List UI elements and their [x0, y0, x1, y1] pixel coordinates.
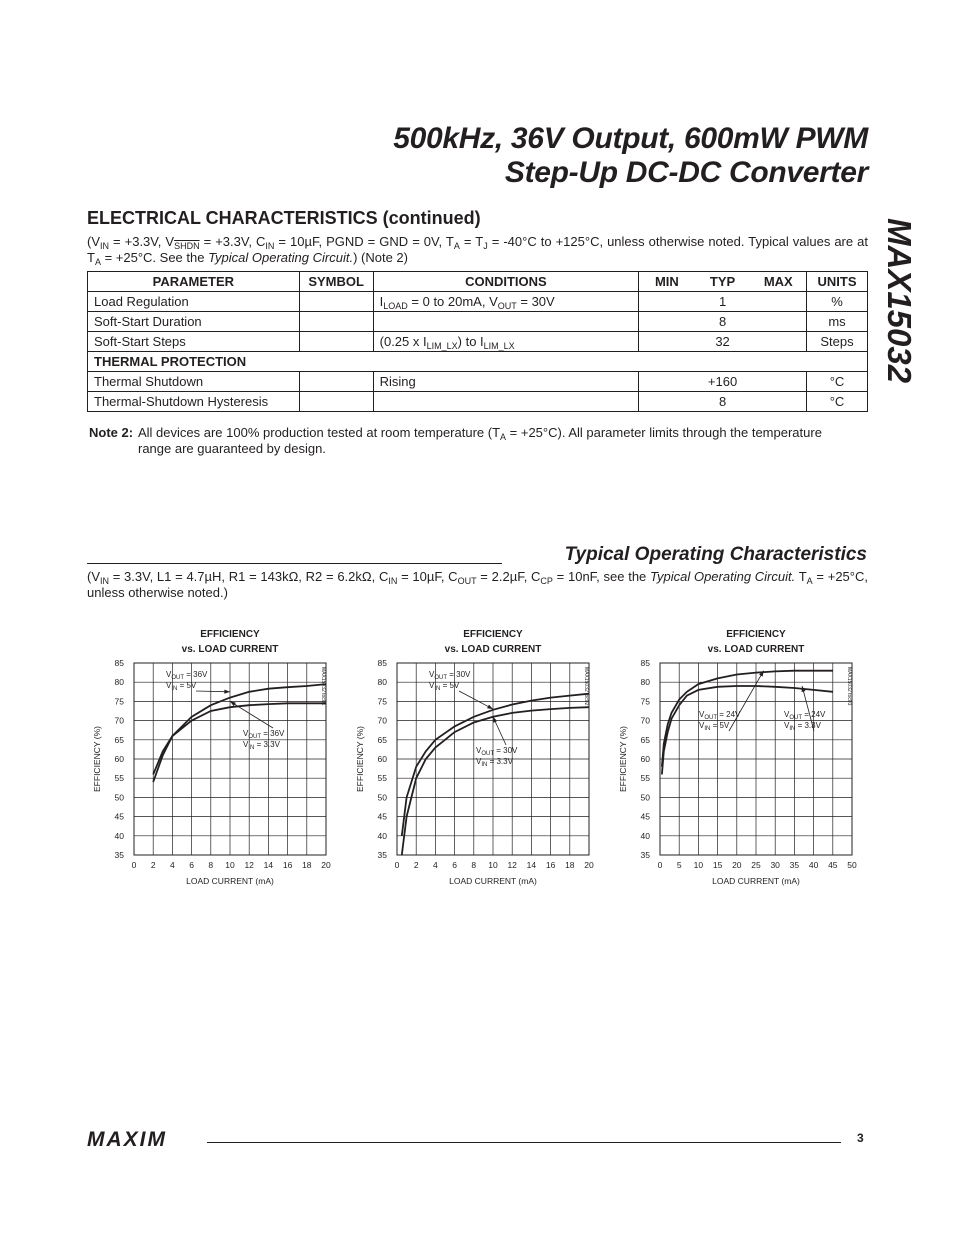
- annotation-vout-symbol: V: [784, 710, 790, 719]
- col-conditions: CONDITIONS: [373, 272, 639, 292]
- x-tick-label: 18: [565, 860, 575, 870]
- x-tick-label: 18: [302, 860, 312, 870]
- y-tick-label: 40: [377, 830, 387, 841]
- side-part-number: MAX15032: [881, 218, 918, 384]
- chart-code: MAX15032 toc01: [320, 667, 326, 706]
- cell-units: Steps: [806, 332, 867, 352]
- x-tick-label: 16: [282, 860, 293, 870]
- annotation-vin: [429, 681, 460, 692]
- x-tick-label: 4: [433, 860, 438, 870]
- x-tick-label: 20: [584, 860, 594, 870]
- chart-title-line-2: vs. LOAD CURRENT: [444, 644, 542, 655]
- annotation-vin-symbol: V: [699, 721, 705, 730]
- annotation-2: [476, 717, 518, 768]
- y-tick-label: 80: [640, 677, 650, 688]
- cell-symbol: [299, 312, 373, 332]
- annotation-vin-symbol: V: [429, 681, 435, 690]
- annotation-vout-sub: OUT: [789, 715, 803, 721]
- y-axis-label: EFFICIENCY (%): [92, 726, 102, 792]
- efficiency-chart-30v: [351, 625, 611, 895]
- x-tick-label: 20: [321, 860, 331, 870]
- electrical-characteristics-table: [87, 271, 868, 412]
- col-typ: TYP: [695, 272, 751, 292]
- chart-svg: [88, 625, 348, 895]
- x-tick-label: 12: [507, 860, 517, 870]
- y-tick-label: 70: [114, 715, 124, 726]
- x-axis-label: LOAD CURRENT (mA): [186, 876, 274, 886]
- annotation-vout-symbol: V: [476, 746, 482, 755]
- y-tick-label: 60: [377, 754, 387, 764]
- cell-units: °C: [806, 392, 867, 412]
- cell-symbol: [299, 332, 373, 352]
- y-axis-label: EFFICIENCY (%): [355, 726, 365, 792]
- x-tick-label: 16: [545, 860, 556, 870]
- y-tick-label: 45: [640, 811, 650, 822]
- y-tick-label: 65: [114, 734, 124, 745]
- x-tick-label: 45: [828, 860, 838, 870]
- electrical-conditions: ($V_{IN} = +3.3V$, $V_{SHDN} = +3.3V$, $C_{IN} = 10\mu F$, PGND = GND = 0V, $T_A = T_J = -40^\circ C$ to +125°C, unless otherwise noted. Typical values are at $T_A = +25^\circ C$. See the Typical Operating Circuit.) (Note 2): [87, 234, 868, 267]
- annotation-vout: [699, 710, 741, 721]
- table-header-row: [88, 272, 868, 292]
- annotation-vin-symbol: V: [243, 740, 249, 749]
- annotation-vin-value: = 5V: [440, 681, 460, 690]
- chart-title-line-1: EFFICIENCY: [726, 629, 786, 640]
- annotation-vin-sub: IN: [789, 726, 796, 732]
- annotation-arrowhead: [230, 701, 236, 706]
- x-tick-label: 14: [526, 860, 537, 870]
- cell-parameter: Thermal-Shutdown Hysteresis: [88, 392, 300, 412]
- annotation-2: [784, 686, 826, 732]
- annotation-vout: [784, 710, 826, 721]
- y-tick-label: 55: [640, 773, 650, 784]
- x-tick-label: 8: [208, 860, 214, 870]
- x-tick-label: 2: [413, 860, 419, 870]
- cell-parameter: Soft-Start Duration: [88, 312, 300, 332]
- y-tick-label: 80: [377, 677, 387, 688]
- x-tick-label: 8: [471, 860, 477, 870]
- y-tick-label: 60: [114, 754, 124, 764]
- annotation-vin: [784, 721, 822, 732]
- annotation-vin-symbol: V: [166, 681, 172, 690]
- x-tick-label: 14: [263, 860, 274, 870]
- x-tick-label: 0: [131, 860, 137, 870]
- efficiency-chart-36v: [88, 625, 348, 895]
- annotation-vin-symbol: V: [476, 757, 482, 766]
- toc-conditions: ($V_{IN} = 3.3V$, L1 = 4.7µH, R1 = 143kΩ, R2 = 6.2kΩ, $C_{IN} = 10\mu F$, $C_{OUT} = 2.2\mu F$, $C_{CP} = 10nF$, see the Typical Operating Circuit. $T_A = +25^\circ C$, unless otherwise noted.): [87, 569, 868, 600]
- cell-typ: 8: [639, 312, 807, 332]
- cell-units: ms: [806, 312, 867, 332]
- cell-parameter: Thermal Shutdown: [88, 372, 300, 392]
- annotation-vout-sub: OUT: [434, 675, 448, 681]
- y-tick-label: 70: [377, 715, 387, 726]
- annotation-arrowhead: [487, 705, 493, 709]
- y-tick-label: 85: [640, 658, 650, 668]
- y-tick-label: 35: [377, 850, 387, 860]
- x-tick-label: 6: [189, 860, 194, 870]
- chart-code: MAX15032 toc03: [846, 667, 852, 706]
- x-tick-label: 40: [808, 860, 819, 870]
- electrical-characteristics-heading: ELECTRICAL CHARACTERISTICS (continued): [87, 208, 481, 228]
- cell-conditions: $I_{LOAD} = 0$ to 20mA, $V_{OUT} = 30V$: [373, 292, 639, 312]
- y-tick-label: 65: [377, 734, 387, 745]
- chart-title-line-2: vs. LOAD CURRENT: [707, 644, 805, 655]
- chart-title-line-1: EFFICIENCY: [463, 629, 523, 640]
- annotation-vin-sub: IN: [481, 762, 488, 768]
- annotation-vin-value: = 5V: [177, 681, 197, 690]
- cell-symbol: [299, 292, 373, 312]
- note-2: [89, 425, 849, 457]
- annotation-vout-value: = 30V: [447, 670, 471, 679]
- annotation-vin: [699, 721, 730, 732]
- chart-title-line-1: EFFICIENCY: [200, 629, 260, 640]
- chart-svg: [614, 625, 874, 895]
- x-tick-label: 6: [452, 860, 457, 870]
- y-tick-label: 40: [640, 830, 650, 841]
- y-tick-label: 85: [114, 658, 124, 668]
- x-tick-label: 30: [770, 860, 780, 870]
- table-row: [88, 312, 868, 332]
- col-min: MIN: [639, 272, 695, 292]
- annotation-vout-sub: OUT: [481, 751, 495, 757]
- annotation-vin-sub: IN: [171, 686, 178, 692]
- table-row: [88, 332, 868, 352]
- annotation-vin-sub: IN: [248, 745, 255, 751]
- y-tick-label: 55: [114, 773, 124, 784]
- cell-conditions: (0.25 x $I_{LIM\_LX}$) to $I_{LIM\_LX}$: [373, 332, 639, 352]
- cell-symbol: [299, 392, 373, 412]
- x-tick-label: 25: [751, 860, 761, 870]
- annotation-vout-value: = 24V: [802, 710, 826, 719]
- cell-symbol: [299, 372, 373, 392]
- section-rule: [87, 563, 502, 564]
- annotation-2: [230, 701, 285, 751]
- annotation-vin: [243, 740, 281, 751]
- annotation-vout-symbol: V: [243, 729, 249, 738]
- chart-svg: [351, 625, 611, 895]
- x-tick-label: 0: [657, 860, 663, 870]
- annotation-vout-value: = 36V: [184, 670, 208, 679]
- annotation-leader: [729, 671, 764, 731]
- note-text: All devices are 100% production tested at room temperature $(T_A = +25^\circ C)$. All parameter limits through the temperature range are guaranteed by design.: [138, 425, 822, 456]
- annotation-vin-symbol: V: [784, 721, 790, 730]
- annotation-vout-sub: OUT: [171, 675, 185, 681]
- y-tick-label: 85: [377, 658, 387, 668]
- x-tick-label: 15: [712, 860, 723, 870]
- annotation-vout-value: = 24V: [717, 710, 741, 719]
- x-tick-label: 12: [244, 860, 254, 870]
- x-tick-label: 4: [170, 860, 175, 870]
- y-tick-label: 75: [640, 696, 650, 707]
- annotation-vin-sub: IN: [434, 686, 441, 692]
- cell-conditions: [373, 392, 639, 412]
- x-tick-label: 50: [847, 860, 857, 870]
- title-line-2: Step-Up DC-DC Converter: [504, 156, 868, 189]
- annotation-vin-sub: IN: [704, 726, 711, 732]
- y-tick-label: 80: [114, 677, 124, 688]
- cell-conditions: Rising: [373, 372, 639, 392]
- cell-typ: 8: [639, 392, 807, 412]
- annotation-1: [429, 670, 493, 709]
- series-line-1: [153, 684, 326, 774]
- y-tick-label: 70: [640, 715, 650, 726]
- cell-typ: 1: [639, 292, 807, 312]
- annotation-arrowhead: [493, 717, 497, 723]
- x-axis-label: LOAD CURRENT (mA): [449, 876, 537, 886]
- y-tick-label: 50: [114, 792, 124, 803]
- cell-conditions: [373, 312, 639, 332]
- y-tick-label: 75: [114, 696, 124, 707]
- table-section-row: [88, 352, 868, 372]
- annotation-vout-symbol: V: [166, 670, 172, 679]
- x-tick-label: 20: [732, 860, 742, 870]
- x-tick-label: 5: [676, 860, 682, 870]
- y-axis-label: EFFICIENCY (%): [618, 726, 628, 792]
- x-tick-label: 0: [394, 860, 400, 870]
- y-tick-label: 60: [640, 754, 650, 764]
- y-tick-label: 45: [114, 811, 124, 822]
- table-row: [88, 292, 868, 312]
- col-max: MAX: [751, 272, 807, 292]
- x-tick-label: 10: [693, 860, 704, 870]
- annotation-vin-value: = 3.3V: [254, 740, 280, 749]
- cell-typ: 32: [639, 332, 807, 352]
- annotation-vout-sub: OUT: [704, 715, 718, 721]
- y-tick-label: 45: [377, 811, 387, 822]
- title-line-1: 500kHz, 36V Output, 600mW PWM: [393, 122, 868, 155]
- document-title: [393, 122, 868, 190]
- cell-units: °C: [806, 372, 867, 392]
- section-thermal-protection: THERMAL PROTECTION: [88, 352, 868, 372]
- y-tick-label: 35: [640, 850, 650, 860]
- annotation-arrowhead: [224, 690, 230, 694]
- y-tick-label: 35: [114, 850, 124, 860]
- table-row: [88, 392, 868, 412]
- annotation-vout-symbol: V: [429, 670, 435, 679]
- annotation-vout-symbol: V: [699, 710, 705, 719]
- x-tick-label: 10: [225, 860, 235, 870]
- cell-parameter: Soft-Start Steps: [88, 332, 300, 352]
- page-number: 3: [857, 1131, 864, 1145]
- y-tick-label: 55: [377, 773, 387, 784]
- maxim-logo: MAXIM: [87, 1128, 167, 1151]
- cell-units: %: [806, 292, 867, 312]
- y-tick-label: 40: [114, 830, 124, 841]
- y-tick-label: 65: [640, 734, 650, 745]
- series-line-2: [402, 707, 589, 855]
- y-tick-label: 50: [640, 792, 650, 803]
- x-tick-label: 2: [150, 860, 156, 870]
- col-parameter: PARAMETER: [88, 272, 300, 292]
- annotation-leader: [459, 691, 493, 709]
- annotation-vin-value: = 3.3V: [795, 721, 821, 730]
- annotation-vout: [476, 746, 518, 757]
- annotation-vout-sub: OUT: [248, 734, 262, 740]
- y-tick-label: 75: [377, 696, 387, 707]
- annotation-vin-value: = 3.3V: [487, 757, 513, 766]
- annotation-vin: [166, 681, 197, 692]
- annotation-vout-value: = 30V: [494, 746, 518, 755]
- cell-parameter: Load Regulation: [88, 292, 300, 312]
- y-tick-label: 50: [377, 792, 387, 803]
- annotation-vin-value: = 5V: [710, 721, 730, 730]
- chart-code: MAX15032 toc02: [583, 667, 589, 706]
- typical-operating-characteristics-heading: Typical Operating Characteristics: [564, 544, 867, 565]
- col-symbol: SYMBOL: [299, 272, 373, 292]
- efficiency-chart-24v: [614, 625, 874, 895]
- x-axis-label: LOAD CURRENT (mA): [712, 876, 800, 886]
- table-row: [88, 372, 868, 392]
- annotation-vout-value: = 36V: [261, 729, 285, 738]
- cell-typ: +160: [639, 372, 807, 392]
- chart-title-line-2: vs. LOAD CURRENT: [181, 644, 279, 655]
- footer-rule: [207, 1142, 841, 1143]
- x-tick-label: 35: [789, 860, 800, 870]
- note-label: Note 2:: [89, 425, 134, 440]
- x-tick-label: 10: [488, 860, 498, 870]
- col-units: UNITS: [806, 272, 867, 292]
- series-line-2: [153, 703, 326, 782]
